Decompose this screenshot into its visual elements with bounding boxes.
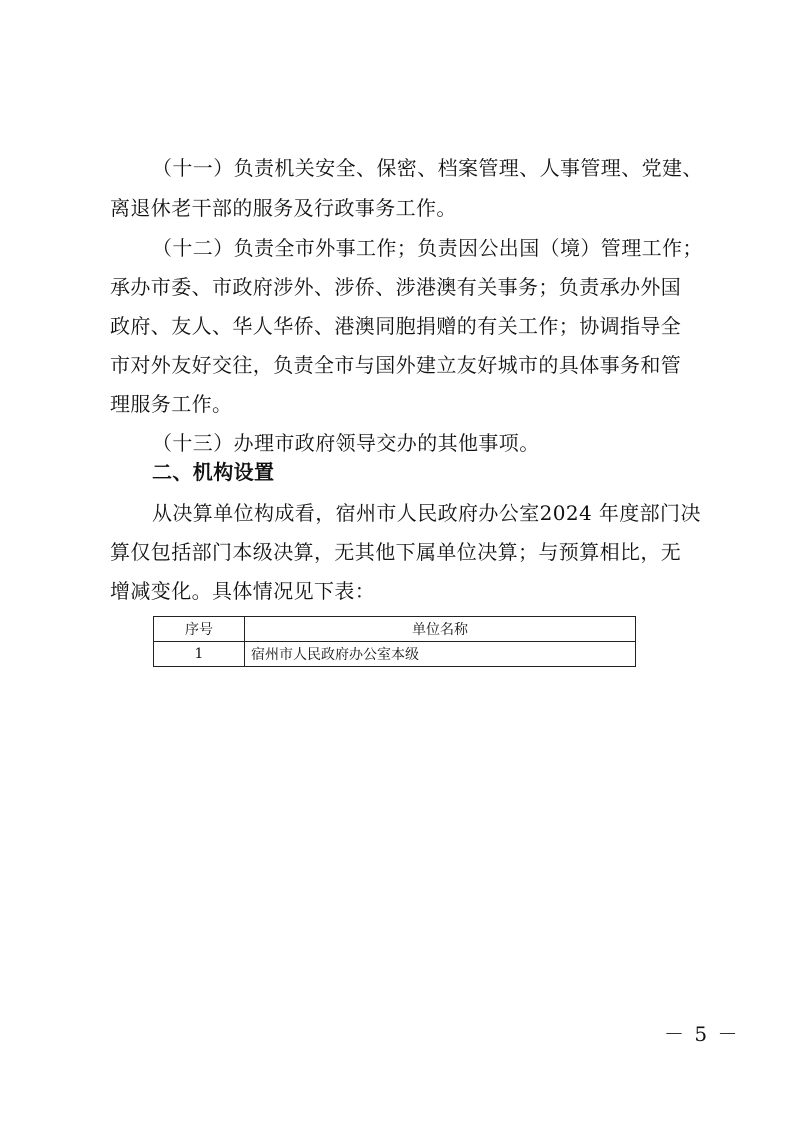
paragraph-line: 离退休老干部的服务及行政事务工作。	[110, 196, 457, 220]
paragraph-line: 理服务工作。	[110, 392, 233, 416]
page-number: － 5 －	[664, 1022, 740, 1046]
table-header-cell: 单位名称	[245, 617, 636, 642]
paragraph-line: 承办市委、市政府涉外、涉侨、涉港澳有关事务；负责承办外国	[110, 275, 682, 299]
paragraph-line: （十一）负责机关安全、保密、档案管理、人事管理、党建、	[152, 156, 703, 180]
paragraph-line: 政府、友人、华人华侨、港澳同胞捐赠的有关工作；协调指导全	[110, 314, 682, 338]
paragraph-line: 市对外友好交往，负责全市与国外建立友好城市的具体事务和管	[110, 353, 682, 377]
table-cell: 1	[154, 642, 245, 667]
table-row	[154, 642, 636, 667]
paragraph-line: （十三）办理市政府领导交办的其他事项。	[152, 431, 540, 455]
paragraph-line: 算仅包括部门本级决算，无其他下属单位决算；与预算相比，无	[110, 540, 682, 564]
paragraph-line: 增减变化。具体情况见下表：	[110, 579, 376, 603]
paragraph-line: （十二）负责全市外事工作；负责因公出国（境）管理工作；	[152, 236, 703, 260]
section-heading: 二、机构设置	[152, 460, 275, 484]
unit-table	[153, 616, 636, 667]
table-header-row	[154, 617, 636, 642]
table-header-cell: 序号	[154, 617, 245, 642]
paragraph-line: 从决算单位构成看，宿州市人民政府办公室2024 年度部门决	[152, 501, 701, 525]
table-cell: 宿州市人民政府办公室本级	[245, 642, 636, 667]
